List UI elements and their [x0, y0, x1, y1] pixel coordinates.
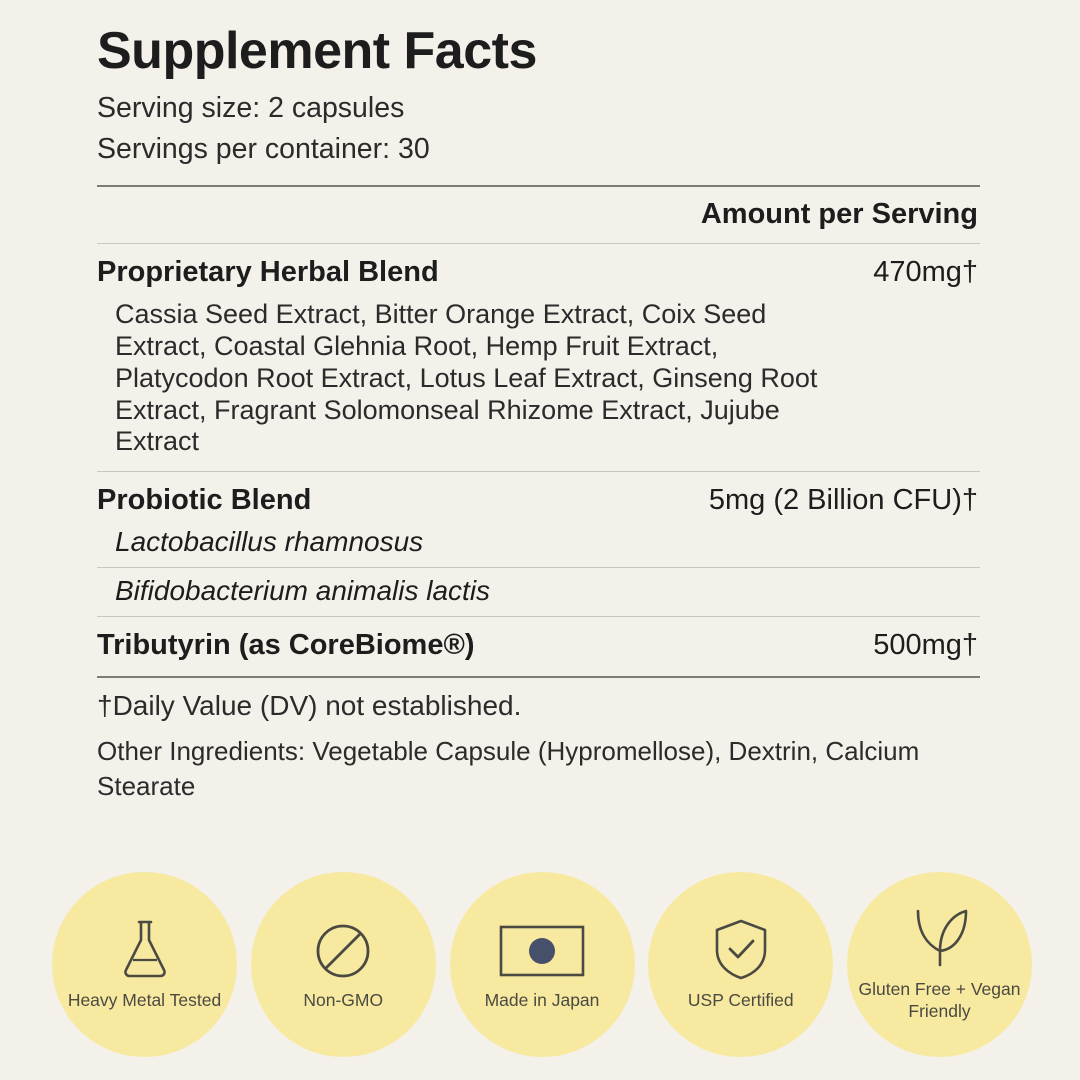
badge-non-gmo	[251, 872, 436, 1057]
probiotic-strain: Lactobacillus rhamnosus	[115, 526, 424, 558]
ingredient-name: Tributyrin (as CoreBiome®)	[97, 629, 475, 662]
badge-usp-certified	[648, 872, 833, 1057]
servings-per-container-text: Servings per container: 30	[97, 133, 430, 166]
shield-check-icon	[713, 918, 769, 980]
ingredient-amount: 500mg†	[873, 629, 978, 662]
badge-made-in-japan	[450, 872, 635, 1057]
ingredient-name: Probiotic Blend	[97, 484, 312, 517]
badge-label: Non-GMO	[303, 989, 384, 1010]
badge-label: Heavy Metal Tested	[67, 989, 222, 1010]
serving-size-text: Serving size: 2 capsules	[97, 91, 405, 124]
badge-label: Made in Japan	[484, 989, 600, 1010]
no-gmo-icon	[314, 918, 372, 980]
flask-icon	[116, 918, 174, 980]
ingredient-sublist: Cassia Seed Extract, Bitter Orange Extract, Coix Seed Extract, Coastal Glehnia Root, Hemp Fruit Extract, Platycodon Root Extract, Lotus Leaf Extract, Ginseng Root Extract, Fragrant Solomonseal Rhizome Extract, Jujube Extract	[115, 299, 818, 457]
ingredient-amount: 5mg (2 Billion CFU)†	[708, 484, 978, 517]
page-title: Supplement Facts	[97, 22, 537, 80]
other-ingredients-text: Other Ingredients: Vegetable Capsule (Hypromellose), Dextrin, Calcium Stearate	[97, 736, 920, 801]
amount-per-serving-header	[97, 187, 980, 243]
ingredient-name: Proprietary Herbal Blend	[97, 256, 439, 289]
row-tributyrin	[97, 617, 980, 664]
badge-label: Gluten Free + Vegan Friendly	[858, 978, 1021, 1021]
japan-flag-icon	[499, 918, 585, 980]
amount-per-serving-label: Amount per Serving	[700, 198, 978, 231]
badge-gluten-free-vegan	[847, 872, 1032, 1057]
badge-heavy-metal-tested	[52, 872, 237, 1057]
daily-value-footnote: †Daily Value (DV) not established.	[97, 690, 522, 722]
probiotic-strain: Bifidobacterium animalis lactis	[115, 575, 491, 607]
leaf-icon	[908, 907, 972, 969]
badge-label: USP Certified	[687, 989, 794, 1010]
row-proprietary-herbal-blend	[97, 244, 980, 471]
certification-badges	[52, 872, 1032, 1057]
row-probiotic-blend	[97, 472, 980, 567]
ingredient-amount: 470mg†	[873, 256, 978, 289]
